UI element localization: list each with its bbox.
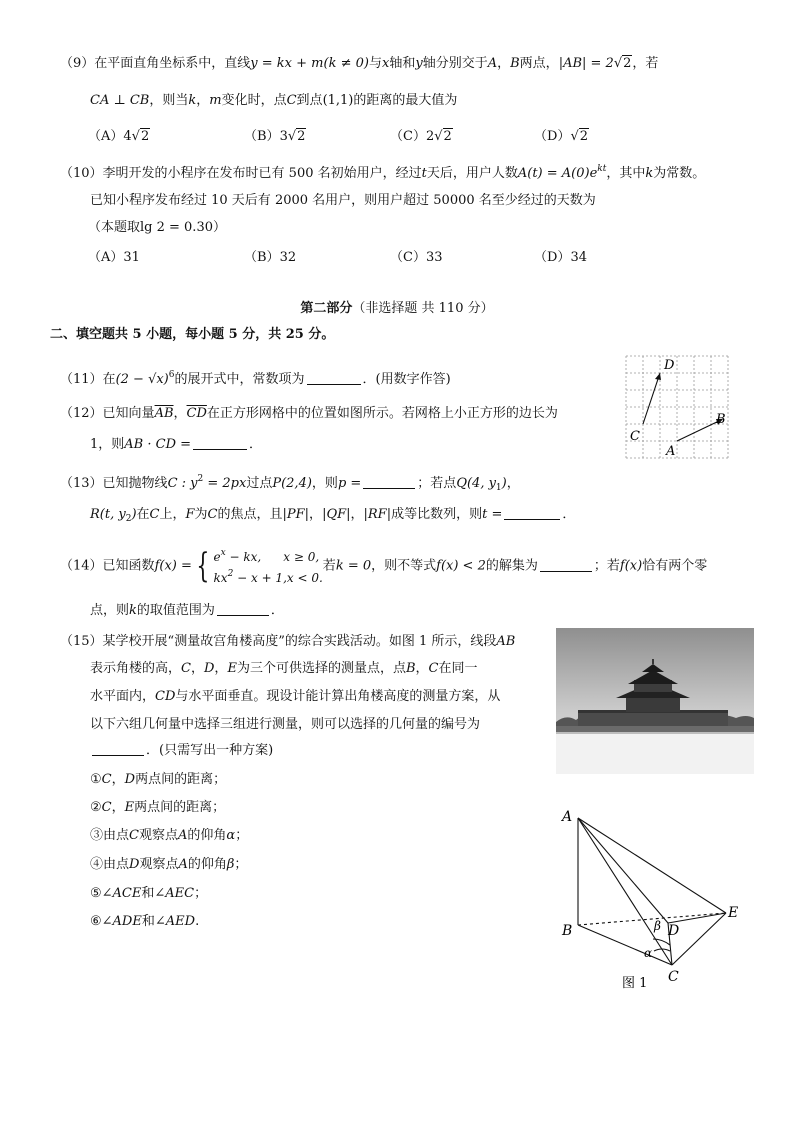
math-sup: 2 (197, 474, 204, 484)
math: |PF| (282, 507, 310, 522)
text: ，其中 (606, 166, 646, 181)
segment-be-dashed (578, 913, 726, 925)
math: C (286, 93, 297, 108)
text: ；若 (593, 558, 620, 574)
question-number: （10） (60, 166, 103, 181)
text: 在 (136, 507, 150, 522)
text: ， (173, 406, 187, 421)
q15-item-2: ②C，E两点间的距离； (90, 800, 226, 815)
question-number: （14） (60, 558, 103, 574)
text: 变化时，点 (221, 93, 287, 108)
q15-line5: ．(只需写出一种方案) (90, 742, 273, 760)
grid-lines (626, 356, 730, 460)
text: 为 (194, 507, 208, 522)
label-d: D (664, 358, 675, 373)
math: B (510, 56, 520, 71)
math: (1,1) (322, 93, 354, 108)
text: 成等比数列，则 (391, 507, 483, 522)
answer-blank[interactable] (307, 372, 361, 385)
math: k (129, 603, 137, 618)
text: 的取值范围为 (136, 603, 215, 618)
text: 已知函数 (102, 558, 155, 574)
question-number: （9） (60, 56, 95, 71)
text: ，则 (311, 476, 338, 491)
question-number: （12） (60, 406, 103, 421)
text: ， (497, 56, 511, 71)
math-sup: 6 (168, 370, 175, 380)
q15-item-3: ③由点C观察点A的仰角α； (90, 828, 249, 843)
text: ，则不等式 (371, 558, 437, 574)
math: ) (501, 476, 507, 491)
answer-blank[interactable] (363, 476, 415, 489)
corner-tower-photo (556, 628, 754, 774)
math-sup: kt (597, 164, 607, 174)
math: |RF| (363, 507, 392, 522)
text: 在正方形网格中的位置如图所示。若网格上小正方形的边长为 (206, 406, 558, 421)
q10-option-d: （D）34 (534, 250, 587, 265)
text: ，若 (632, 56, 659, 71)
vector-ab (677, 420, 721, 441)
segment-ae (578, 818, 726, 913)
q11-line (60, 366, 451, 389)
text: ， (506, 476, 520, 491)
math: x (381, 56, 390, 71)
vector-ab-label: $\overline{AB}$ (154, 406, 174, 421)
math: p = (337, 476, 362, 491)
text: 点，则 (90, 603, 130, 618)
fig-label-b: B (562, 923, 573, 939)
math: P(2,4) (272, 476, 312, 491)
text: ． (562, 507, 576, 522)
vector-cd-label: $\overline{CD}$ (186, 406, 207, 421)
math: C (207, 507, 218, 522)
q9-line1: （9）在平面直角坐标系中，直线y = kx + m(k ≠ 0)与x轴和y轴分别交于A，B两点，|AB| = 2√2，若 (60, 56, 659, 71)
q13-line1 (60, 470, 520, 497)
math: C (149, 507, 160, 522)
q10-line3: （本题取lg 2 = 0.30） (88, 220, 226, 235)
math-sub: 2 (125, 514, 132, 524)
answer-blank[interactable] (504, 507, 560, 520)
q13-line2 (90, 506, 575, 528)
q15-line1 (60, 633, 515, 651)
fig-label-e: E (728, 905, 739, 921)
label-a: A (666, 444, 676, 459)
math: k (645, 166, 654, 181)
answer-blank[interactable] (217, 603, 269, 616)
text: 恰有两个零 (642, 558, 708, 574)
text: 的焦点，且 (217, 507, 283, 522)
fig-label-a: A (562, 809, 573, 825)
math: = 2px (203, 476, 247, 491)
text: 两点， (519, 56, 559, 71)
label-b: B (716, 412, 726, 427)
text: 与 (368, 56, 382, 71)
text: 到点 (296, 93, 323, 108)
math: f(x) (619, 558, 643, 574)
text: 轴和 (389, 56, 416, 71)
q15-item-1: ①C，D两点间的距离； (90, 772, 227, 787)
q10-line2: 已知小程序发布经过 10 天后有 2000 名用户，则用户超过 50000 名至少经过的天数为 (90, 193, 596, 208)
math: k = 0 (335, 558, 372, 574)
q10-option-c: （C）33 (390, 250, 443, 265)
q15-item-4: ④由点D观察点A的仰角β； (90, 857, 248, 872)
q12-line2 (90, 436, 262, 454)
text: 的距离的最大值为 (353, 93, 458, 108)
math: A(t) = A(0)e (517, 166, 598, 181)
geometry-figure (558, 805, 748, 990)
q15-line2: 表示角楼的高，C，D，E为三个可供选择的测量点，点B，C在同一 (90, 661, 478, 676)
text: 已知抛物线 (102, 476, 168, 491)
q15-line3: 水平面内，CD与水平面垂直。现设计能计算出角楼高度的测量方案，从 (90, 689, 501, 704)
q9-line2: CA ⊥ CB，则当k，m变化时，点C到点(1,1)的距离的最大值为 (90, 93, 458, 108)
vector-cd (643, 373, 660, 424)
figure-caption: 图 1 (622, 976, 648, 990)
fig-label-beta: β (654, 919, 661, 933)
text: 上， (159, 507, 186, 522)
text: ， (309, 507, 323, 522)
math: R(t, y (90, 507, 126, 522)
math: ) (131, 507, 137, 522)
label-c: C (630, 429, 640, 444)
text: ． (249, 437, 263, 452)
question-number: （15） (60, 634, 103, 649)
math: t = (482, 507, 503, 522)
answer-blank[interactable] (540, 559, 592, 572)
text: ． (270, 603, 284, 618)
math: |AB| = 2 (558, 56, 614, 71)
text: ；若点 (417, 476, 457, 491)
text: 在 (102, 372, 116, 387)
math: CA ⊥ CB (90, 93, 150, 108)
section2-heading: 二、填空题共 5 小题，每小题 5 分，共 25 分。 (50, 327, 335, 342)
vector-grid-figure (622, 352, 734, 464)
q14-line1 (60, 545, 707, 587)
text: ，则当 (149, 93, 189, 108)
text: 的展开式中，常数项为 (174, 372, 305, 387)
q9-option-a: （A）4√2 (88, 129, 150, 144)
text: 李明开发的小程序在发布时已有 500 名初始用户，经过 (102, 166, 422, 181)
math: f(x) = (154, 558, 192, 574)
math: C : y (167, 476, 198, 491)
part2-heading: 第二部分（非选择题 共 110 分） (300, 301, 494, 316)
text: 轴分别交于 (422, 56, 488, 71)
q9-option-c: （C）2√2 (390, 129, 452, 144)
math: F (185, 507, 195, 522)
math: m (209, 93, 222, 108)
q12-line1 (60, 405, 558, 423)
answer-blank[interactable] (92, 743, 144, 756)
q10-option-b: （B）32 (244, 250, 297, 265)
math: A (487, 56, 498, 71)
arrowhead-cd (655, 373, 661, 380)
text: 某学校开展“测量故宫角楼高度”的综合实践活动。如图 1 所示，线段 (102, 634, 497, 649)
text: 1，则 (90, 437, 125, 452)
fig-label-c: C (668, 969, 679, 985)
math: |QF| (322, 507, 351, 522)
math: f(x) < 2 (436, 558, 486, 574)
q14-line2 (90, 602, 284, 620)
text: 的解集为 (485, 558, 538, 574)
piecewise-cases: $e^x$ − kx, x ≥ 0, $kx^2 - x + 1,x < 0$. (213, 548, 323, 585)
text: 天后，用户人数 (426, 166, 518, 181)
math: Q(4, y (456, 476, 496, 491)
text: ， (350, 507, 364, 522)
math: t (421, 166, 427, 181)
segment-ad (578, 818, 668, 923)
fig-label-alpha: α (644, 946, 653, 960)
math-sub: 1 (495, 483, 502, 493)
q10-line1 (60, 160, 705, 183)
text: 若 (322, 558, 336, 574)
q10-option-a: （A）31 (88, 250, 140, 265)
question-number: （11） (60, 372, 103, 387)
text: ．(用数字作答) (362, 372, 451, 387)
math: AB (496, 634, 516, 649)
text: 过点 (246, 476, 273, 491)
fig-label-d: D (668, 923, 680, 939)
q9-option-b: （B）3√2 (244, 129, 306, 144)
piecewise-brace: { (196, 546, 210, 586)
text: 已知向量 (102, 406, 155, 421)
q15-line4: 以下六组几何量中选择三组进行测量，则可以选择的几何量的编号为 (90, 717, 481, 732)
math: (2 − √x) (115, 372, 169, 387)
answer-blank[interactable] (193, 437, 247, 450)
q15-item-5: ⑤∠ACE和∠AEC； (90, 886, 208, 901)
segment-ac (578, 818, 672, 965)
q15-item-6: ⑥∠ADE和∠AED. (90, 914, 200, 929)
text: 在平面直角坐标系中，直线 (94, 56, 251, 71)
math: y = kx + m(k ≠ 0) (250, 56, 369, 71)
radicand: 2 (623, 56, 632, 71)
math: y (415, 56, 423, 71)
text: 为常数。 (653, 166, 706, 181)
math: k (188, 93, 197, 108)
question-number: （13） (60, 476, 103, 491)
q9-option-d: （D）√2 (534, 129, 589, 144)
math: AB · CD = (124, 437, 192, 452)
